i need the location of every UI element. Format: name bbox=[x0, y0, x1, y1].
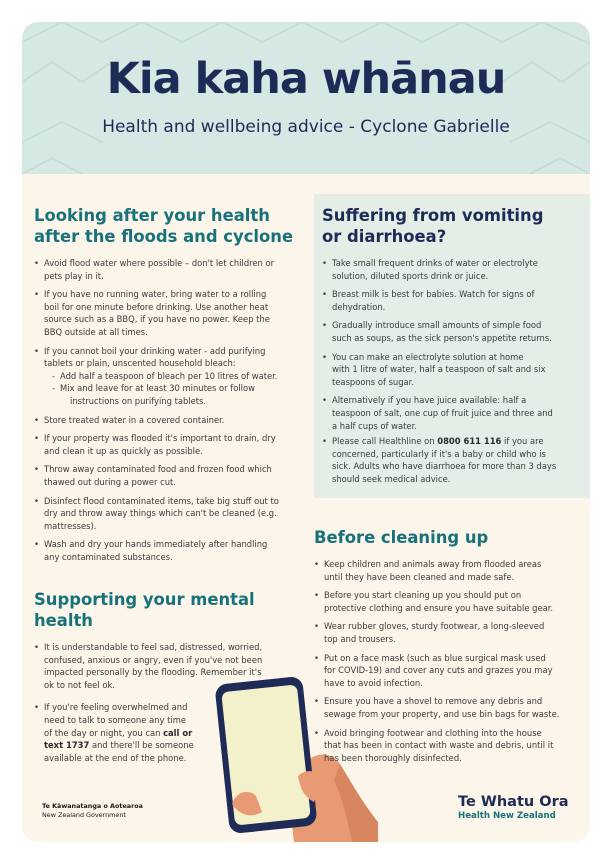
bullet-item bbox=[314, 695, 584, 720]
page-title: Kia kaha whānau bbox=[106, 54, 506, 104]
bullet-line: solution, diluted sports drink or juice. bbox=[332, 270, 489, 281]
vomiting-list bbox=[322, 257, 584, 432]
bullet-line: protective clothing and ensure you have suitable gear. bbox=[324, 602, 554, 613]
help-call-label: call or bbox=[163, 727, 193, 738]
mental-heading-line-1: Supporting your mental bbox=[34, 590, 255, 609]
healthline-line-1 bbox=[332, 435, 584, 448]
bullet-line: • Ensure you have a shovel to remove any debris and bbox=[324, 696, 543, 707]
bullet-line: • You can make an electrolyte solution at home bbox=[332, 351, 524, 362]
bullet-item bbox=[314, 558, 584, 583]
bullet-line: - Mix and leave for at least 30 minutes or follow bbox=[60, 383, 255, 394]
bullet-line: for COVID-19) and cover any cuts and grazes you may bbox=[324, 665, 553, 676]
bullet-line: • Throw away contaminated food and frozen food which bbox=[44, 464, 272, 475]
bullet-line: and clean it up as quickly as possible. bbox=[44, 445, 203, 456]
gov-line-1: Te Kāwanatanga o Aotearoa bbox=[42, 802, 143, 810]
health-list bbox=[34, 257, 296, 563]
bullet-line: • Breast milk is best for babies. Watch for signs of bbox=[332, 289, 535, 300]
bullet-line: - Add half a teaspoon of bleach per 10 litres of water. bbox=[60, 370, 278, 381]
cleaning-heading: Before cleaning up bbox=[314, 528, 489, 547]
bullet-line: a half cups of water. bbox=[332, 420, 417, 431]
sub-bullet-continuation bbox=[34, 395, 296, 408]
bullet-line: dehydration. bbox=[332, 301, 386, 312]
mental-help-item bbox=[34, 701, 204, 764]
bullet-line: have to avoid infection. bbox=[324, 677, 423, 688]
nz-government-logo bbox=[42, 802, 143, 819]
gov-line-2: New Zealand Government bbox=[42, 811, 126, 819]
page-subtitle: Health and wellbeing advice - Cyclone Gabrielle bbox=[102, 117, 510, 137]
bullet-line: confused, anxious or angry, even if you've not been bbox=[44, 654, 263, 665]
bullet-line: • If you have no running water, bring water to a rolling bbox=[44, 289, 267, 300]
bullet-line: • Wear rubber gloves, sturdy footwear, a long-sleeved bbox=[324, 621, 545, 632]
vomiting-heading-line-2: or diarrhoea? bbox=[322, 227, 447, 246]
bullet-line: with 1 litre of water, half a teaspoon of salt and six bbox=[332, 364, 546, 375]
bullet-item bbox=[322, 394, 584, 432]
vomiting-heading-line-1: Suffering from vomiting bbox=[322, 206, 544, 225]
section-cleaning bbox=[314, 527, 584, 764]
cleaning-list bbox=[314, 558, 584, 764]
help-line-2: need to talk to someone any time bbox=[44, 714, 187, 725]
bullet-line: pets play in it. bbox=[44, 270, 104, 281]
header-banner bbox=[22, 22, 590, 174]
bullet-line: source such as a BBQ, if you have no power. Keep the bbox=[44, 314, 270, 325]
bullet-line: dry and throw away things which can't be cleaned (e.g. bbox=[44, 508, 277, 519]
bullet-line: mattresses). bbox=[44, 520, 97, 531]
bullet-line: tablets or plain, unscented household bleach: bbox=[44, 358, 236, 369]
help-line-3-text: of the day or night, you can bbox=[44, 727, 164, 738]
healthline-line-4: should seek medical advice. bbox=[332, 473, 451, 484]
mental-heading bbox=[34, 589, 296, 631]
bullet-line: • Wash and dry your hands immediately after handling bbox=[44, 539, 268, 550]
healthline-list bbox=[322, 435, 584, 485]
hnz-line-1: Te Whatu Ora bbox=[458, 794, 569, 810]
health-nz-logo bbox=[458, 794, 569, 821]
vomiting-heading bbox=[322, 205, 584, 247]
health-heading bbox=[34, 205, 296, 247]
bullet-line: has been thoroughly disinfected. bbox=[324, 752, 462, 763]
bullet-line: ok to not feel ok. bbox=[44, 679, 115, 690]
bullet-line: teaspoon of salt, one cup of fruit juice and three and bbox=[332, 407, 553, 418]
healthline-number: 0800 611 116 bbox=[437, 436, 502, 447]
hnz-line-2: Health New Zealand bbox=[458, 811, 556, 821]
flyer bbox=[22, 22, 590, 842]
bullet-item bbox=[34, 495, 296, 533]
bullet-item bbox=[34, 414, 296, 427]
bullet-item bbox=[314, 652, 584, 690]
bullet-line: top and trousers. bbox=[324, 633, 396, 644]
healthline-line-2: concerned, particularly if it's a baby or child who is bbox=[332, 448, 546, 459]
bullet-line: • If you cannot boil your drinking water - add purifying bbox=[44, 345, 266, 356]
bullet-line: impacted personally by the flooding. Remember it's bbox=[44, 667, 262, 678]
health-heading-line-2: after the floods and cyclone bbox=[34, 227, 294, 246]
bullet-item bbox=[314, 727, 584, 765]
help-text-number: text 1737 bbox=[44, 740, 90, 751]
bullet-line: • Take small frequent drinks of water or electrolyte bbox=[332, 258, 538, 268]
bullet-line: teaspoons of sugar. bbox=[332, 376, 415, 387]
bullet-line: instructions on purifying tablets. bbox=[70, 395, 207, 406]
sub-bullet-item bbox=[34, 370, 296, 383]
bullet-item bbox=[34, 432, 296, 457]
bullet-item bbox=[34, 257, 296, 282]
mental-help-list bbox=[34, 701, 204, 764]
bullet-item bbox=[322, 288, 584, 313]
bullet-item bbox=[314, 620, 584, 645]
healthline-item bbox=[322, 435, 584, 485]
bullet-line: • Avoid flood water where possible – don't let children or bbox=[44, 258, 275, 268]
bullet-item bbox=[314, 589, 584, 614]
section-health bbox=[34, 205, 296, 563]
sub-bullet-item bbox=[34, 382, 296, 395]
bullet-line: any contaminated substances. bbox=[44, 551, 173, 562]
section-vomiting bbox=[322, 205, 584, 486]
bullet-line: • Avoid bringing footwear and clothing into the house bbox=[324, 727, 542, 738]
healthline-line-3: sick. Adults who have diarrhoea for more than 3 days bbox=[332, 461, 557, 472]
bullet-line: • If your property was flooded it's important to drain, dry bbox=[44, 433, 276, 444]
healthline-pre: Please call Healthline on bbox=[332, 436, 438, 447]
bullet-item bbox=[322, 257, 584, 282]
bullet-line: sewage from your property, and use bin bags for waste. bbox=[324, 708, 560, 719]
bullet-line: such as soups, as the sick person's appetite returns. bbox=[332, 332, 552, 343]
bullet-item bbox=[34, 463, 296, 488]
help-line-3 bbox=[44, 727, 204, 740]
bullet-item bbox=[34, 345, 296, 370]
bullet-item bbox=[322, 319, 584, 344]
healthline-post: if you are bbox=[501, 436, 544, 447]
bullet-line: until they have been cleaned and made safe. bbox=[324, 571, 515, 582]
help-line-5: available at the end of the phone. bbox=[44, 752, 187, 763]
mental-heading-line-2: health bbox=[34, 611, 93, 630]
bullet-item bbox=[34, 538, 296, 563]
bullet-line: that has been in contact with waste and debris, until it bbox=[324, 740, 554, 751]
bullet-line: • Disinfect flood contaminated items, take big stuff out to bbox=[44, 495, 279, 506]
help-line-4-text: and there'll be someone bbox=[89, 740, 194, 751]
bullet-item bbox=[34, 288, 296, 338]
bullet-line: • Gradually introduce small amounts of simple food bbox=[332, 320, 542, 331]
bullet-line: • Store treated water in a covered container. bbox=[44, 414, 225, 425]
bullet-line: • Alternatively if you have juice available: half a bbox=[332, 395, 527, 406]
bullet-line: • Put on a face mask (such as blue surgical mask used bbox=[324, 652, 546, 663]
bullet-line: • Keep children and animals away from flooded areas bbox=[324, 559, 542, 569]
health-heading-line-1: Looking after your health bbox=[34, 206, 270, 225]
help-line-4 bbox=[44, 739, 204, 752]
bullet-item bbox=[322, 351, 584, 389]
bullet-line: boil for one minute before drinking. Use another heat bbox=[44, 301, 269, 312]
help-line-1: • If you're feeling overwhelmed and bbox=[44, 702, 188, 713]
bullet-line: • Before you start cleaning up you should put on bbox=[324, 590, 522, 601]
bullet-line: • It is understandable to feel sad, distressed, worried, bbox=[44, 642, 263, 652]
bullet-line: BBQ outside at all times. bbox=[44, 326, 148, 337]
bullet-line: thawed out during a power cut. bbox=[44, 476, 176, 487]
